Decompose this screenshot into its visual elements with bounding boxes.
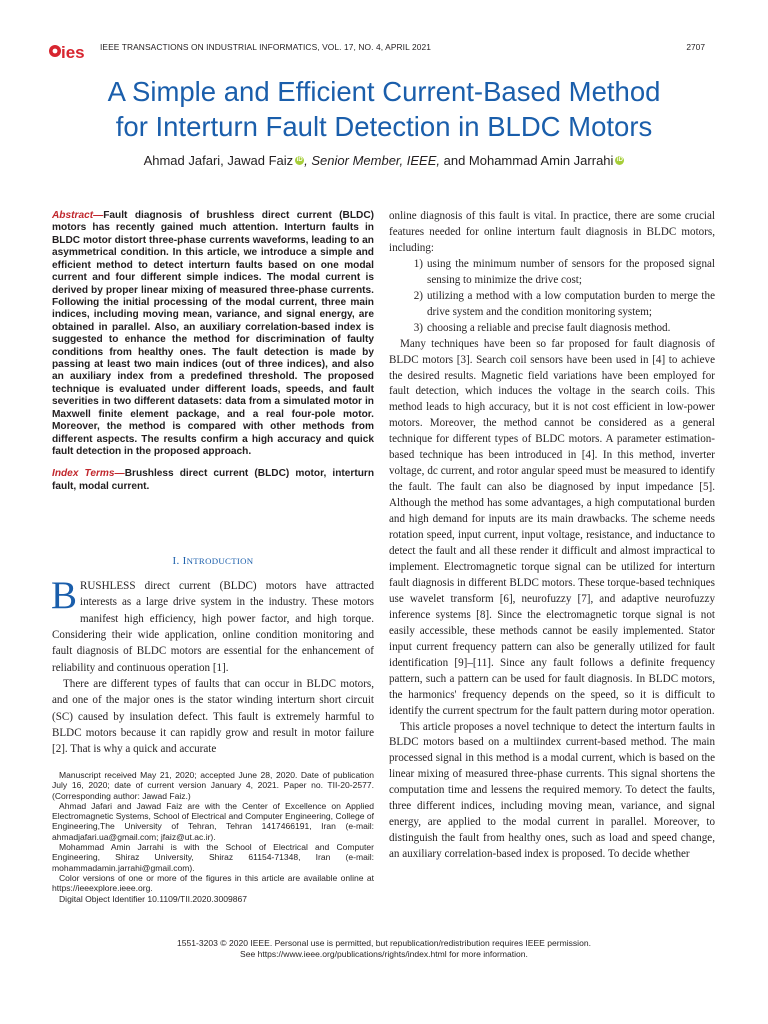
drop-cap: B	[51, 574, 78, 617]
running-head: IEEE TRANSACTIONS ON INDUSTRIAL INFORMATICS, VOL. 17, NO. 4, APRIL 2021	[100, 42, 432, 52]
list-item	[409, 257, 715, 289]
copyright-line-1: 1551-3203 © 2020 IEEE. Personal use is permitted, but republication/redistribution requires IEEE permission.	[177, 938, 591, 948]
right-column	[389, 209, 715, 863]
section-number: I.	[172, 555, 183, 567]
footnote-affiliation-1: Ahmad Jafari and Jawad Faiz are with the Center of Excellence on Applied Electromagnetic Systems, School of Electrical and Computer Engineering, College of Engineering,The University of Tehran, Tehran 1417466191, Iran (e-mail: ahmadjafari.ua@gmail.com; jfaiz@ut.ac.ir).	[52, 800, 374, 842]
list-number: 1)	[413, 257, 423, 270]
ies-logo	[48, 39, 86, 63]
abstract-text: Fault diagnosis of brushless direct current (BLDC) motors has recently gained much attention. Interturn faults in BLDC motor distort three-phase currents waveforms, leading to an asymmetrical condition. In this article, we introduce a simple and efficient method to detect interturn faults based on one modal current and four different simple indices. The modal current is derived by proper linear mixing of measured three-phase currents. Following the initial processing of the modal current, three main indices, including moving mean, variance, and signal energy, are obtained in parallel. Also, an auxiliary correlation-based index is suggested to enhance the method for discrimination of faulty conditions from healthy ones. The fault detection is made by passing at least two main indices (out of three indices), and also an auxiliary index from a predefined threshold. The proposed technique is evaluated under different loads, speeds, and fault severities in two different datasets: data from a simulated motor in Maxwell finite element package, and a real four-pole motor. Moreover, the method is compared with other methods from different aspects. The results confirm a high accuracy and quick fault detection in the proposed approach.	[52, 210, 374, 458]
footnote-received: Manuscript received May 21, 2020; accepted June 28, 2020. Date of publication July 16, 2020; date of current version January 4, 2021. Paper no. TII-20-2577. (Corresponding author: Jawad Faiz.)	[52, 770, 374, 801]
orcid-icon[interactable]: iD	[296, 157, 303, 163]
footnote-doi: Digital Object Identifier 10.1109/TII.2020.3009867	[59, 893, 247, 904]
membership-text: , Senior Member, IEEE,	[304, 153, 440, 168]
list-number: 3)	[413, 321, 423, 334]
abstract	[52, 210, 374, 458]
list-item	[409, 289, 715, 321]
copyright-notice	[0, 938, 768, 960]
intro-paragraph-2: There are different types of faults that can occur in BLDC motors, and one of the major ones is the stator winding interturn short circuit (SC) caused by insulation defect. This fault is extremely harmful to BLDC motors because it can rapidly grow and result in motor failure [2]. That is why a quick and accurate	[52, 678, 374, 756]
index-terms-text: Brushless direct current (BLDC) motor, interturn fault, modal current.	[52, 468, 374, 492]
introduction-body	[51, 574, 374, 758]
logo-text: ies	[61, 43, 85, 62]
list-text: using the minimum number of sensors for the proposed signal sensing to minimize the drive cost;	[427, 257, 715, 286]
intro-paragraph-1-text: RUSHLESS direct current (BLDC) motors have attracted interests as a large drive system in the industry. These motors manifest high efficiency, high power factor, and high torque. Considering their wide application, online condition monitoring and fault diagnosis of BLDC motors are essential for the enhancement of reliability and continuous operation [1].	[52, 580, 374, 674]
intro-paragraph	[51, 574, 374, 676]
paragraph-techniques: Many techniques have been so far proposed for fault diagnosis of BLDC motors [3]. Search coil sensors have been used in [4] to achieve the desired results. Magnetic field variations have been employed for fault detection, which induces the voltage in the search coils. This method leads to high accuracy, but it is not cost efficient in low-power motors. Moreover, the method cannot be considered as a general technique for different types of BLDC motors. A parameter estimation-based technique has been introduced in [4]. In this method, inverter voltage, dc current, and rotor angular speed must be measured to identify the fault. The fault can also be diagnosed by input impedance [5]. Although the method has some advantages, a high computational burden and high demand for inputs are its main drawbacks. The scheme needs rotation speed, input current, input voltage, resistance, and inductance to detect the fault and all these render it difficult and almost impractical to implement. Electromagnetic torque signal can be utilized for interturn fault diagnosis in different BLDC motors. These torque-based techniques use wavelet transform [6], neurofuzzy [7], and adaptive neurofuzzy inference systems [8]. Since the electromagnetic torque signal is not easily accessible, these methods cannot be easily implemented. Stator input current frequency pattern can also be generally utilized for fault identification [9]–[11]. Since any fault follows a definite frequency pattern, such a pattern can be used for fault diagnosis. In BLDC motors, the harmonics' frequency depends on the speed, so it is difficult to identify the current spectrum for the fault pattern during motor operation.	[389, 337, 715, 717]
footnotes	[52, 770, 374, 904]
section-title-initial: I	[182, 555, 187, 567]
section-heading	[52, 555, 374, 567]
list-text: choosing a reliable and precise fault diagnosis method.	[427, 321, 671, 334]
footnote-affiliation-2: Mohammad Amin Jarrahi is with the School of Electrical and Computer Engineering, Shiraz University, Shiraz 61154-71348, Iran (e-mail: mohammadamin.jarrahi@gmail.com).	[52, 842, 374, 873]
left-column	[52, 210, 374, 493]
paragraph-continued: online diagnosis of this fault is vital. In practice, there are some crucial features needed for online interturn fault diagnosis in BLDC motors, including:	[389, 210, 715, 254]
index-terms	[52, 468, 374, 493]
author-list	[40, 153, 728, 168]
list-number: 2)	[413, 289, 423, 302]
page-number: 2707	[686, 42, 705, 52]
criteria-list	[389, 257, 715, 337]
footnote-color-versions: Color versions of one or more of the figures in this article are available online at https://ieeexplore.ieee.org.	[52, 872, 374, 894]
paragraph-proposal: This article proposes a novel technique to detect the interturn faults in BLDC motors based on a multiindex current-based method. The main processed signal in this method is a modal current, which is based on the linear mixing of measured three-phase currents. This signal shortens the computation time and lessens the required memory. To detect the faults, three different indices, including moving mean, variance, and signal energy, are applied to the modal current in parallel. Moreover, to distinguish the fault from healthy ones, such as load and speed change, an auxiliary correlation-based index is proposed. To decide whether	[389, 720, 715, 861]
section-title-rest: NTRODUCTION	[186, 556, 254, 566]
orcid-icon[interactable]: iD	[616, 157, 623, 163]
copyright-line-2: See https://www.ieee.org/publications/rights/index.html for more information.	[240, 949, 528, 960]
title-line-1: A Simple and Efficient Current-Based Method	[107, 76, 661, 107]
list-text: utilizing a method with a low computation burden to merge the drive system and the condition monitoring system;	[427, 289, 715, 318]
title-line-2: for Interturn Fault Detection in BLDC Motors	[115, 111, 653, 142]
list-item	[409, 321, 715, 337]
index-terms-label: Index Terms—	[52, 468, 125, 480]
authors-part-1: Ahmad Jafari, Jawad Faiz	[143, 153, 294, 168]
authors-part-2: and Mohammad Amin Jarrahi	[440, 153, 614, 168]
paper-title	[30, 74, 738, 144]
abstract-label: Abstract—	[52, 210, 104, 221]
